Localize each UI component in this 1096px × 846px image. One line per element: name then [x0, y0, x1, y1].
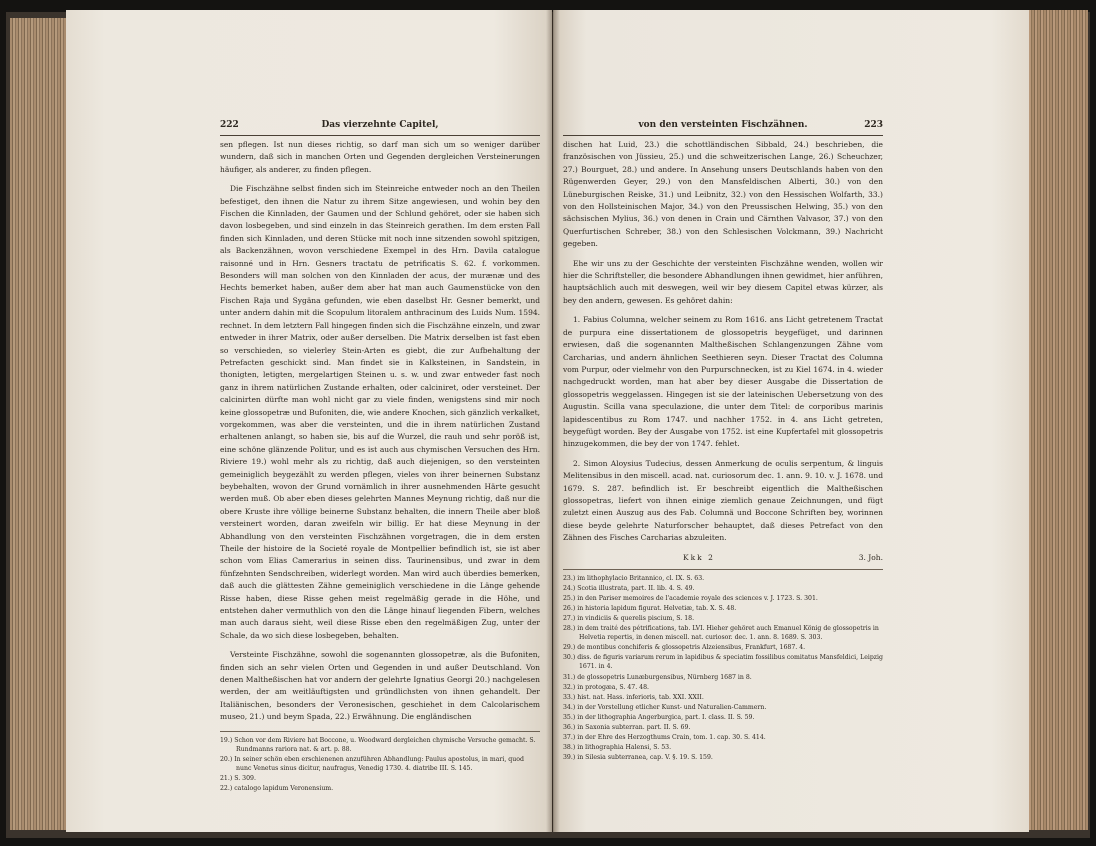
footnote: 34.) in der Vorstellung etlicher Kunst- und Naturalien-Cammern.	[563, 703, 767, 711]
signature-mark: Kkk 2	[683, 552, 715, 562]
footnote: 19.) Schon vor dem Riviere hat Boccone, u. Woodward dergleichen chymische Versuche gemacht. S. Rundmanns rariora nat. & art. p. 88.	[220, 736, 536, 753]
catchword: 3. Joh.	[858, 552, 883, 562]
right-page-edges	[1026, 10, 1088, 830]
right-page-number: 223	[864, 120, 883, 130]
footnote: 24.) Scotia illustrata, part. II. lib. 4. S. 49.	[563, 584, 695, 592]
footnote: 26.) in historia lapidum figurat. Helvetiæ, tab. X. S. 48.	[563, 604, 737, 612]
footnote: 25.) in den Pariser memoires de l'academie royale des sciences v. J. 1723. S. 301.	[563, 594, 818, 602]
left-page	[66, 10, 552, 832]
right-text-column	[563, 10, 883, 763]
footnote: 23.) im lithophylacio Britannico, cl. IX. S. 63.	[563, 574, 705, 582]
footnote: 33.) hist. nat. Hass. inferioris, tab. XXI. XXII.	[563, 693, 704, 701]
right-footnotes	[563, 569, 883, 763]
right-paragraph: 1. Fabius Columna, welcher seinem zu Rom 1616. ans Licht getretenem Tractat de purpura eine dissertationem de glossopetris beygefüget, und darinnen erwiesen, daß die sogenannten Maltheßischen Schlangenzungen Zähne vom Carcharias, und andern ähnlichen Seethieren seyn. Dieser Tractat des Columna vom Purpur, oder vielmehr von den Purpurschnecken, ist zu Kiel 1674. in 4. wieder nachgedruckt worden, man hat aber bey dieser Ausgabe die Dissertation de glossopetris weggelassen. Hingegen ist sie der lateinischen Uebersetzung von des Augustin. Scilla vana speculazione, die unter dem Titel: de corporibus marinis lapidescentibus zu Rom 1747. und nachher 1752. in 4. ans Licht getreten, beygefügt worden. Bey der Ausgabe von 1752. ist eine Kupfertafel mit glossopetris hinzugekommen, die bey der von 1747. fehlet.	[563, 315, 883, 449]
right-paragraph: dischen hat Luid, 23.) die schottländischen Sibbald, 24.) beschrieben, die französischen von Jüssieu, 25.) und die schweitzerischen Lange, 26.) Scheuchzer, 27.) Bourguet, 28.) und andere. In Ansehung unsers Deutschlands haben von den Rügenwerden Geyer, 29.) von den Mansfeldischen Alberti, 30.) von den Lüneburgischen Reiske, 31.) und Leibnitz, 32.) von den Hessischen Wolfarth, 33.) von den Hollsteinischen Major, 34.) von den Preussischen Helwing, 35.) von den sächsischen Mylius, 36.) von denen in Crain und Cärnthen Valvasor, 37.) von den Querfurtischen Schreber, 38.) von den Schlesischen Volckmann, 39.) Nachricht gegeben.	[563, 140, 883, 249]
right-paragraph: 2. Simon Aloysius Tudecius, dessen Anmerkung de oculis serpentum, & linguis Melitensibus in den miscell. acad. nat. curiosorum dec. 1. ann. 9. 10. v. J. 1678. und 1679. S. 287. befindlich ist. Er beschreibt eigentlich die Maltheßischen glossopetras, liefert von ihnen einige ziemlich genaue Zeichnungen, und fügt zuletzt einen Auszug aus des Fab. Columnä und Boccone Schriften bey, worinnen diese beyde gelehrte Naturforscher behauptet, daß dieses Petrefact von den Zähnen des Fisches Carcharias abzuleiten.	[563, 458, 883, 543]
left-footnotes	[220, 731, 540, 794]
signature-line	[563, 552, 883, 566]
footnote: 37.) in der Ehre des Herzogthums Crain, tom. 1. cap. 30. S. 414.	[563, 734, 766, 742]
left-running-head	[220, 118, 540, 136]
footnote: 36.) in Saxonia subterran. part. II. S. 69.	[563, 724, 691, 731]
book-gutter	[546, 10, 560, 832]
right-running-head	[563, 118, 883, 136]
left-page-edges	[10, 18, 68, 830]
footnote: 21.) S. 309.	[220, 775, 256, 783]
footnote: 35.) in der lithographia Angerburgica, part. I. class. II. S. 59.	[563, 713, 755, 721]
footnote: 39.) in Silesia subterranea, cap. V. §. 19. S. 159.	[563, 754, 713, 762]
footnote: 20.) In seiner schön eben erschienenen anzuführen Abhandlung: Paulus apostolus, in mari, quod nunc Venetus sinus dicitur, naufragus, Venedig 1730. 4. diatribe III. S. 145.	[220, 755, 524, 772]
left-page-number: 222	[220, 120, 239, 130]
footnote: 29.) de montibus conchiferis & glossopetris Alzeiensibus, Frankfurt, 1687. 4.	[563, 644, 806, 652]
left-paragraph: Versteinte Fischzähne, sowohl die sogenannten glossopetræ, als die Bufoniten, finden sich an sehr vielen Orten und Gegenden in und außer Deutschland. Von denen Maltheßischen hat vor andern der gelehrte Ignatius Georgi 20.) nachgelesen werden, der am weitläuftigsten und gründlichsten von ihnen gehandelt. Der Italiänischen, besonders der Veronesischen, geschiehet in dem Calcolarischem museo, 21.) und beym Spada, 22.) Erwähnung. Die engländischen	[220, 650, 540, 722]
footnote: 22.) catalogo lapidum Veronensium.	[220, 785, 334, 793]
left-paragraph: Die Fischzähne selbst finden sich im Steinreiche entweder noch an den Theilen befestiget, den ihnen die Natur zu ihrem Sitze angewiesen, und wohin bey den Fischen die Kinnladen, der Gaumen und der Schlund gehöret, oder sie haben sich davon losbegeben, und sind einzeln in das Steinreich gerathen. Im dem ersten Fall finden sich Kinnladen, und deren Stücke mit noch inne sitzenden sowohl spitzigen, als Backenzähnen, wovon verschiedene Exempel in des Hrn. Davila catalogue raisonné und in Hrn. Gesners tractatu de petrificatis S. 62. f. vorkommen. Besonders will man solchen von den Kinnladen der acus, der murænæ und des Hechts bemerket haben, außer dem aber hat man auch Gaumenstücke von den Fischen Raja und Sygäna gefunden, wie eben daselbst Hr. Gesner bemerkt, und unter andern dahin mit die Scopulum litoralem anthracinum des Luids Num. 1594. rechnet. In dem letztern Fall hingegen finden sich die Fischzähne einzeln, und zwar entweder in ihrer Matrix, oder außer derselben. Die Matrix derselben ist fast eben so verschieden, so vielerley Stein-Arten es giebt, die zur Aufbehaltung der Petrefacten geschickt sind. Man findet sie in Kalksteinen, in Sandstein, in thonigten, letigten, mergelartigen Steinen u. s. w. und zwar entweder fast noch ganz in ihrem natürlichen Zustande erhalten, oder calciniret, oder versteinet. Der calcinirten dürfte man wohl nicht gar zu viele finden, wenigstens sind mir noch keine glossopetræ und Bufoniten, die, wie andere Knochen, sich gänzlich verkalket, vorgekommen, was aber die versteinten, und die in ihrem natürlichen Zustand erhaltenen anlangt, so haben sie, bis auf die Wurzel, die rauh und sehr poröß ist, eine schöne glänzende Politur, und es ist auch aus chymischen Versuchen des Hrn. Riviere 19.) wohl mehr als zu richtig, daß auch diejenigen, so den versteinten gemeiniglich beygezählt zu werden pflegen, vieles von ihrer beinernen Substanz beybehalten, wovon der Grund vornämlich in ihrer ausnehmenden Härte gesucht werden muß. Ob aber eben dieses gelehrten Mannes Meynung richtig, daß nur die obere Kruste ihre völlige beinerne Substanz behalten, die innern Theile aber bloß versteinert worden, daran zweifeln wir billig. Er hat diese Meynung in der Abhandlung von den versteinten Fischzähnen vorgetragen, die in dem ersten Theile der histoire de la Societé royale de Montpellier befindlich ist, sie ist aber schon vom Elias Camerarius in seinen diss. Taurinensibus, und zwar in dem fünfzehnten Sendschreiben, widerlegt worden. Man wird auch überdies bemerken, daß auch die glättesten Zähne gemeiniglich verschiedene in die Länge gehende Risse haben, diese Risse gehen meist regelmäßig gerade in die Höhe, und entstehen daher vermuthlich von den die Länge hinauf liegenden Fibern, welches man auch daraus sieht, weil diese Risse eben den regelmäßigen Zug, unter der Schale, da wo sich diese losbegeben, behalten.	[220, 184, 540, 640]
footnote: 27.) in vindiciis & querelis piscium, S. 18.	[563, 614, 695, 622]
footnote: 28.) in dem traité des pétrifications, tab. LVI. Hieher gehöret auch Emanuel König de glossopetris in Helvetia repertis, in denen miscell. nat. curiosor. dec. 1. ann. 8. 1689. S. 303.	[563, 625, 879, 642]
left-running-title: Das vierzehnte Capitel,	[321, 120, 439, 130]
left-paragraph: sen pflegen. Ist nun dieses richtig, so darf man sich um so weniger darüber wundern, daß sich in manchen Orten und Gegenden dergleichen Versteinerungen häufiger, als anderer, zu finden pflegen.	[220, 140, 540, 174]
footnote: 30.) diss. de figuris variarum rerum in lapidibus & speciatim fossilibus comitatus Mansfeldici, Leipzig 1671. in 4.	[563, 654, 884, 671]
footnote: 38.) in lithographia Halensi, S. 53.	[563, 744, 672, 752]
footnote: 31.) de glossopetris Lunæburgensibus, Nürnberg 1687 in 8.	[563, 673, 752, 681]
footnote: 32.) in protogæa, S. 47. 48.	[563, 683, 650, 691]
right-paragraph: Ehe wir uns zu der Geschichte der versteinten Fischzähne wenden, wollen wir hier die Schriftsteller, die besondere Abhandlungen ihnen gewidmet, hier anführen, hauptsächlich auch mit deswegen, weil wir bey diesem Capitel etwas kürzer, als bey den andern, gewesen. Es gehöret dahin:	[563, 258, 883, 305]
right-page	[553, 10, 1029, 832]
right-running-title: von den versteinten Fischzähnen.	[638, 120, 808, 130]
left-text-column	[220, 10, 540, 794]
